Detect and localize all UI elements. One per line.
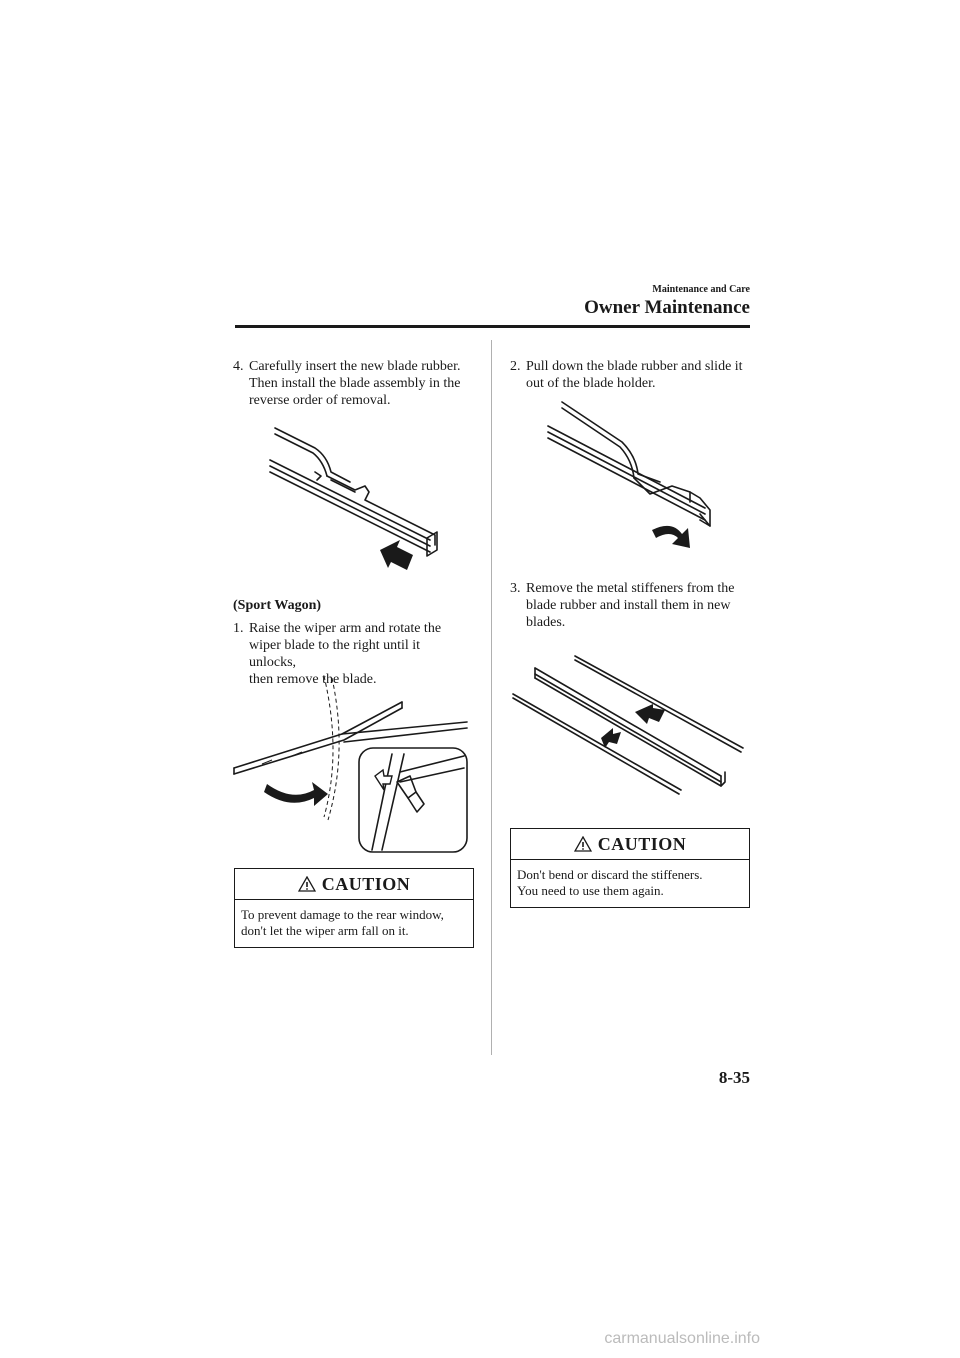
caution-box-stiffeners: CAUTION Don't bend or discard the stiffeners. You need to use them again. xyxy=(510,828,750,908)
header-rule xyxy=(235,325,750,328)
warning-triangle-icon xyxy=(298,876,316,892)
section-label: Maintenance and Care xyxy=(652,284,750,295)
stiffeners-illustration xyxy=(505,650,750,800)
rear-wiper-illustration xyxy=(232,672,472,857)
stiffener-in-arrow-icon xyxy=(601,728,621,748)
page-title: Owner Maintenance xyxy=(584,297,750,318)
step-1: 1. Raise the wiper arm and rotate the wiper blade to the right until it unlocks, then remove the blade. xyxy=(233,621,442,687)
caution-box-rear-window: CAUTION To prevent damage to the rear window, don't let the wiper arm fall on it. xyxy=(234,868,474,948)
column-divider xyxy=(491,340,492,1055)
blade-pull-illustration xyxy=(540,398,725,563)
step-3: 3. Remove the metal stiffeners from the blade rubber and install them in new blades. xyxy=(510,581,735,630)
push-arrow-icon xyxy=(380,540,413,570)
step-2: 2. Pull down the blade rubber and slide it out of the blade holder. xyxy=(510,359,743,391)
page-number: 8-35 xyxy=(718,1068,750,1087)
step-4: 4. Carefully insert the new blade rubber. Then install the blade assembly in the reverse order of removal. xyxy=(233,359,461,408)
rotate-arrow-icon xyxy=(264,782,328,806)
subheading-sport-wagon: (Sport Wagon) xyxy=(233,598,322,613)
blade-insert-illustration xyxy=(255,420,455,585)
watermark-link[interactable]: carmanualsonline.info xyxy=(604,1330,760,1347)
pull-down-arrow-icon xyxy=(652,526,690,548)
warning-triangle-icon xyxy=(574,836,592,852)
